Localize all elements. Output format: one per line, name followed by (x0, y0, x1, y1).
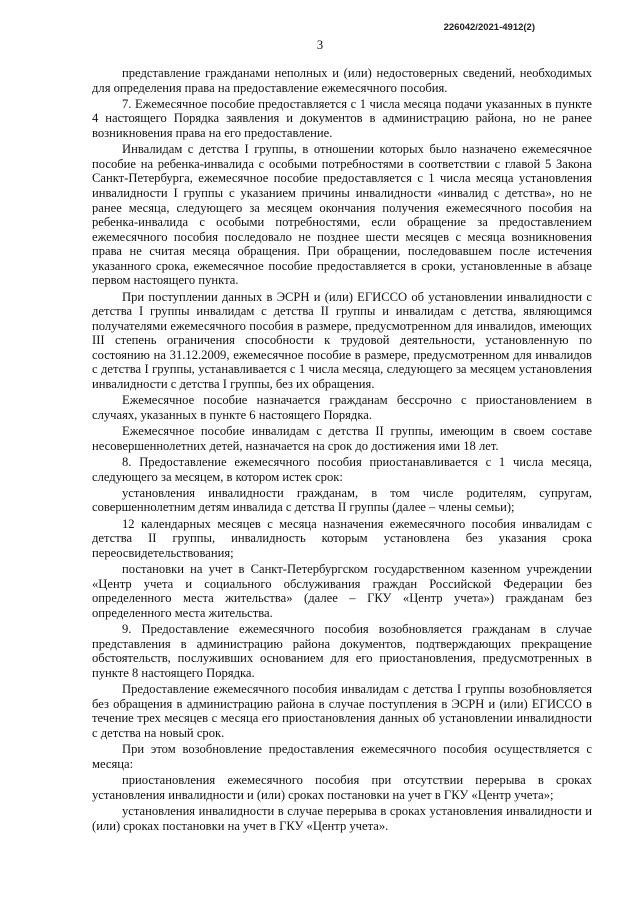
paragraph-item-7: 7. Ежемесячное пособие предоставляется с 1 числа месяца подачи указанных в пункте 4 настоящего Порядка заявления и документов в администрацию района, но не ранее возникновения права на его предоставление. (92, 96, 592, 140)
paragraph-resumption-no-application: Предоставление ежемесячного пособия инвалидам с детства I группы возобновляется без обращения в администрацию района в случае поступления в ЭСРН и (или) ЕГИССО в течение трех месяцев с месяца его приостановления данных об установлении инвалидности с детства на новый срок. (92, 682, 592, 740)
paragraph-indefinite-term: Ежемесячное пособие назначается гражданам бессрочно с приостановлением в случаях, указанных в пункте 6 настоящего Порядка. (92, 393, 592, 422)
paragraph-item-8-clause-3: постановки на учет в Санкт-Петербургском государственном казенном учреждении «Центр учета и социального обслуживания граждан Российской Федерации без определенного места жительства» (далее – ГКУ «Центр учета») гражданам без определенного места жительства. (92, 562, 592, 620)
paragraph-disabled-group-1: Инвалидам с детства I группы, в отношении которых было назначено ежемесячное пособие на ребенка-инвалида с особыми потребностями в соответствии с главой 5 Закона Санкт-Петербурга, ежемесячное пособие предоставляется с 1 числа месяца установления инвалидности I группы с указанием причины инвалидности «инвалид с детства», но не ранее месяца, следующего за месяцем окончания получения ежемесячного пособия на ребенка-инвалида с особыми потребностями, если обращение за предоставлением ежемесячного пособия последовало не позднее шести месяцев с месяца возникновения права не считая месяца обращения. При обращении, последовавшем после истечения указанного срока, ежемесячное пособие предоставляется в сроки, установленные в абзаце первом настоящего пункта. (92, 142, 592, 288)
paragraph-item-8-clause-2: 12 календарных месяцев с месяца назначения ежемесячного пособия инвалидам с детства II группы, инвалидность которым установлена без указания срока переосвидетельствования; (92, 516, 592, 560)
paragraph-resumption-clause-2: установления инвалидности в случае перерыва в сроках установления инвалидности и (или) сроках постановки на учет в ГКУ «Центр учета». (92, 803, 592, 833)
paragraph-item-8-clause-1: установления инвалидности гражданам, в том числе родителям, супругам, совершеннолетним детям инвалида с детства II группы (далее – члены семьи); (92, 485, 592, 515)
paragraph-resumption-month: При этом возобновление предоставления ежемесячного пособия осуществляется с месяца: (92, 742, 592, 771)
document-body (92, 66, 592, 835)
paragraph-resumption-clause-1: приостановления ежемесячного пособия при отсутствии перерыва в сроках установления инвалидности и (или) сроках постановки на учет в ГКУ «Центр учета»; (92, 773, 592, 802)
paragraph-continuation: представление гражданами неполных и (или) недостоверных сведений, необходимых для определения права на предоставление ежемесячного пособия. (92, 66, 592, 95)
paragraph-item-8: 8. Предоставление ежемесячного пособия приостанавливается с 1 числа месяца, следующего за месяцем, в котором истек срок: (92, 455, 592, 484)
paragraph-minor-children: Ежемесячное пособие инвалидам с детства II группы, имеющим в своем составе несовершеннолетних детей, назначается на срок до достижения ими 18 лет. (92, 424, 592, 453)
document-id: 226042/2021-4912(2) (443, 22, 535, 33)
paragraph-data-receipt: При поступлении данных в ЭСРН и (или) ЕГИССО об установлении инвалидности с детства I группы инвалидам с детства II группы и инвалидам с детства, являющимся получателями ежемесячного пособия в размере, предусмотренном для инвалидов, имеющих III степень ограничения способности к трудовой деятельности, установленную по состоянию на 31.12.2009, ежемесячное пособие в размере, предусмотренном для инвалидов с детства I группы, устанавливается с 1 числа месяца, следующего за месяцем установления инвалидности с детства I группы, без их обращения. (92, 289, 592, 391)
paragraph-item-9: 9. Предоставление ежемесячного пособия возобновляется гражданам в случае представления в администрацию района документов, подтверждающих прекращение обстоятельств, послуживших основанием для его приостановления, предусмотренных в пункте 8 настоящего Порядка. (92, 622, 592, 680)
page-number: 3 (316, 38, 324, 52)
